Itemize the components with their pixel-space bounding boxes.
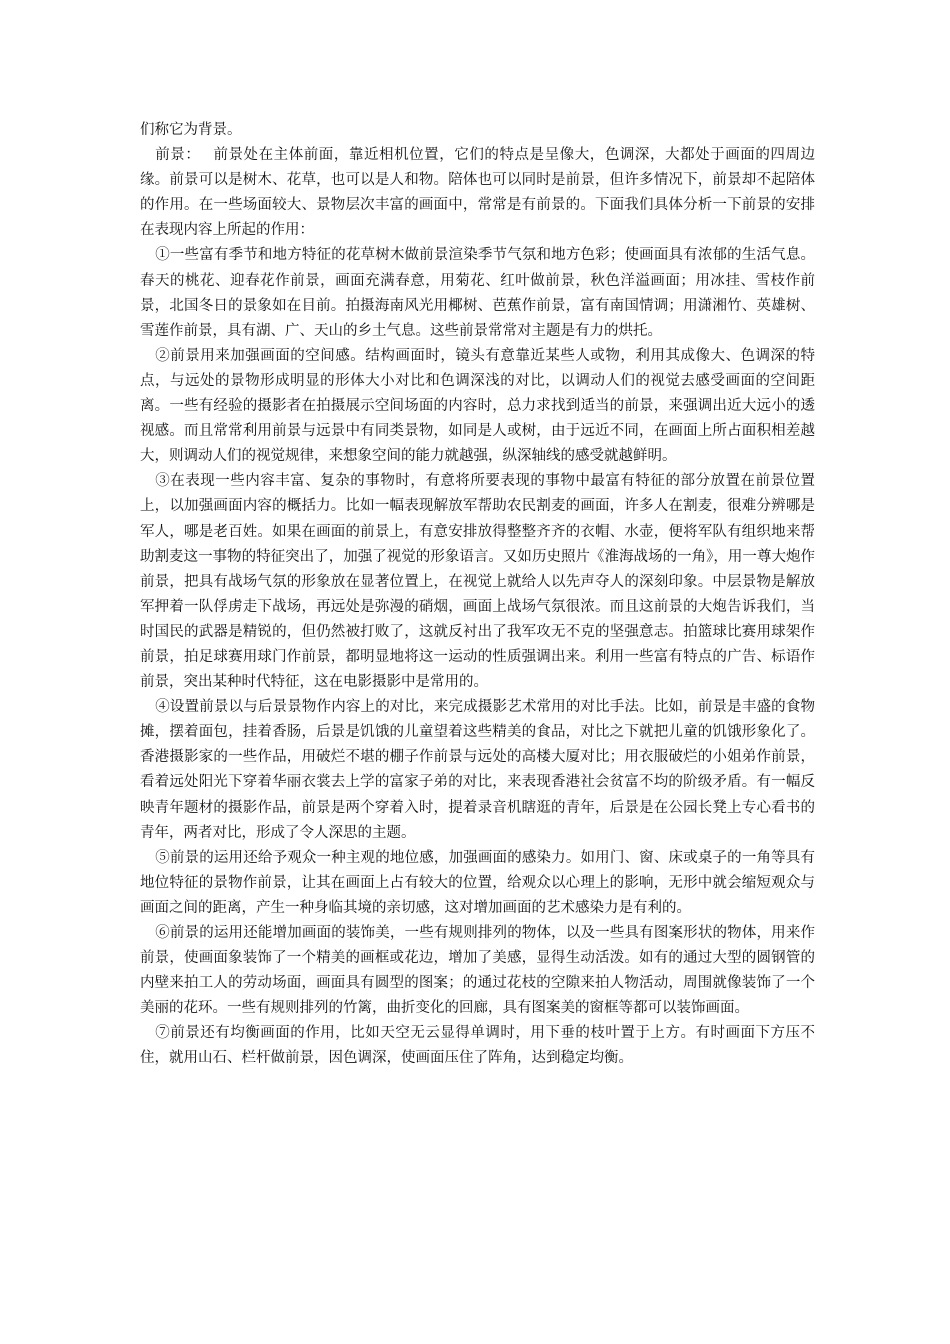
foreground-intro-text: 前景处在主体前面，靠近相机位置，它们的特点是呈像大，色调深，大都处于画面的四周边缘。前景可以是树木、花草，也可以是人和物。陪体也可以同时是前景，但许多情况下，前景却不起陪体的作用。在一些场面较大、景物层次丰富的画面中，常常是有前景的。下面我们具体分析一下前景的安排在表现内容上所起的作用：: [140, 147, 816, 239]
point-2-paragraph: ②前景用来加强画面的空间感。结构画面时，镜头有意靠近某些人或物，利用其成像大、色调深的特点，与远处的景物形成明显的形体大小对比和色调深浅的对比，以调动人们的视觉去感受画面的空间距离。一些有经验的摄影者在拍摄展示空间场面的内容时，总力求找到适当的前景，来强调出近大远小的透视感。而且常常利用前景与远景中有同类景物，如同是人或树，由于远近不同，在画面上所占面积相差越大，则调动人们的视觉规律，来想象空间的能力就越强，纵深轴线的感受就越鲜明。: [140, 347, 815, 465]
foreground-intro-paragraph: [140, 143, 815, 243]
point-4-paragraph: ④设置前景以与后景景物作内容上的对比，来完成摄影艺术常用的对比手法。比如，前景是丰盛的食物摊，摆着面包，挂着香肠，后景是饥饿的儿童望着这些精美的食品，对比之下就把儿童的饥饿形象化了。香港摄影家的一些作品，用破烂不堪的棚子作前景与远处的高楼大厦对比；用衣服破烂的小姐弟作前景，看着远处阳光下穿着华丽衣裳去上学的富家子弟的对比，来表现香港社会贫富不均的阶级矛盾。有一幅反映青年题材的摄影作品，前景是两个穿着入时，提着录音机瞎逛的青年，后景是在公园长凳上专心看书的青年，两者对比，形成了令人深思的主题。: [140, 699, 815, 841]
point-3-paragraph: ③在表现一些内容丰富、复杂的事物时，有意将所要表现的事物中最富有特征的部分放置在前景位置上，以加强画面内容的概括力。比如一幅表现解放军帮助农民割麦的画面，许多人在割麦，很难分辨哪是军人，哪是老百姓。如果在画面的前景上，有意安排放得整整齐齐的衣帽、水壶，便将军队有组织地来帮助割麦这一事物的特征突出了，加强了视觉的形象语言。又如历史照片《淮海战场的一角》，用一尊大炮作前景，把具有战场气氛的形象放在显著位置上，在视觉上就给人以先声夺人的深刻印象。中层景物是解放军押着一队俘虏走下战场，再远处是弥漫的硝烟，画面上战场气氛很浓。而且这前景的大炮告诉我们，当时国民的武器是精锐的，但仍然被打败了，这就反衬出了我军攻无不克的坚强意志。拍篮球比赛用球架作前景，拍足球赛用球门作前景，都明显地将这一运动的性质强调出来。利用一些富有特点的广告、标语作前景，突出某种时代特征，这在电影摄影中是常用的。: [140, 473, 815, 691]
point-7-paragraph: ⑦前景还有均衡画面的作用，比如天空无云显得单调时，用下垂的枝叶置于上方。有时画面下方压不住，就用山石、栏杆做前景，因色调深，使画面压住了阵角，达到稳定均衡。: [140, 1025, 815, 1067]
point-1-paragraph: ①一些富有季节和地方特征的花草树木做前景渲染季节气氛和地方色彩；使画面具有浓郁的生活气息。春天的桃花、迎春花作前景，画面充满春意，用菊花、红叶做前景，秋色洋溢画面；用冰挂、雪枝作前景，北国冬日的景象如在目前。拍摄海南风光用椰树、芭蕉作前景，富有南国情调；用潇湘竹、英雄树、雪莲作前景，具有湖、广、天山的乡土气息。这些前景常常对主题是有力的烘托。: [140, 247, 815, 339]
point-6-paragraph: ⑥前景的运用还能增加画面的装饰美，一些有规则排列的物体，以及一些具有图案形状的物体，用来作前景，使画面象装饰了一个精美的画框或花边，增加了美感，显得生动活泼。如有的通过大型的圆钢管的内壁来拍工人的劳动场面，画面具有圆型的图案；的通过花枝的空隙来拍人物活动，周围就像装饰了一个美丽的花环。一些有规则排列的竹篱，曲折变化的回廊，具有图案美的窗框等都可以装饰画面。: [140, 925, 815, 1017]
opening-line: 们称它为背景。: [140, 122, 242, 138]
point-5-paragraph: ⑤前景的运用还给予观众一种主观的地位感，加强画面的感染力。如用门、窗、床或桌子的一角等具有地位特征的景物作前景，让其在画面上占有较大的位置，给观众以心理上的影响，无形中就会缩短观众与画面之间的距离，产生一种身临其境的亲切感，这对增加画面的艺术感染力是有利的。: [140, 849, 815, 916]
foreground-label: 前景：: [155, 147, 201, 164]
document-body: [140, 118, 815, 1072]
